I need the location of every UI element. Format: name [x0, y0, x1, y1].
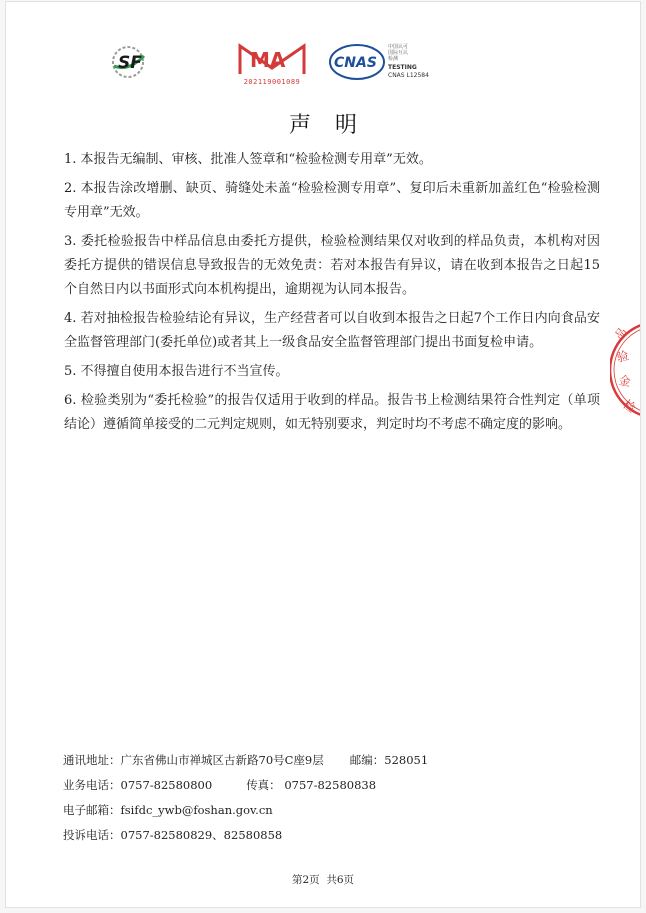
contact-row-address [63, 750, 603, 775]
page-title: 声明 [288, 113, 381, 138]
statement-clauses [64, 148, 600, 442]
contact-info [63, 750, 603, 850]
cnas-logo-text: CNAS [334, 55, 377, 71]
sf-logo [106, 42, 152, 82]
stamp-char: 检 [620, 396, 639, 416]
ma-logo [234, 40, 310, 90]
cnas-small-line: 国际互认 [388, 50, 409, 56]
sf-logo-text: SF [118, 53, 142, 73]
address-text: 通讯地址：广东省佛山市禅城区古新路70号C座9层 [63, 753, 324, 767]
fax-text: 传真： 0757-82580838 [246, 778, 377, 792]
cnas-testing-label: TESTING [388, 64, 417, 71]
clause-2: 2. 本报告涂改增删、缺页、骑缝处未盖“检验检测专用章”、复印后未重新加盖红色“检验检测专用章”无效。 [64, 181, 600, 220]
document-page [6, 2, 640, 907]
contact-row-phone [63, 775, 603, 800]
stamp-char: 验 [615, 348, 631, 365]
clause-1: 1. 本报告无编制、审核、批准人签章和“检验检测专用章”无效。 [64, 152, 432, 167]
clause-4: 4. 若对抽检报告检验结论有异议，生产经营者可以自收到本报告之日起7个工作日内向食品安全监督管理部门(委托单位)或者其上一级食品安全监督管理部门提出书面复检申请。 [64, 311, 600, 350]
page-total: 共6页 [326, 874, 355, 886]
contact-row-complaint [63, 825, 603, 850]
stamp-char: 金 [617, 373, 632, 390]
red-seal-stamp [610, 318, 640, 422]
stamp-char: 品 [612, 325, 630, 342]
clause-5: 5. 不得擅自使用本报告进行不当宣传。 [64, 364, 289, 379]
email-text: 电子邮箱：fsifdc_ywb@foshan.gov.cn [63, 803, 273, 817]
cnas-accreditation-code: CNAS L12584 [388, 72, 429, 79]
ma-certificate-number: 202119001089 [243, 78, 301, 86]
cnas-small-line: 中国认可 [388, 44, 409, 50]
business-phone-text: 业务电话：0757-82580800 [63, 778, 213, 792]
cnas-logo [328, 42, 438, 82]
complaint-phone-text: 投诉电话：0757-82580829、82580858 [63, 828, 283, 842]
contact-row-email [63, 800, 603, 825]
page-number: 第2页 [291, 874, 320, 886]
clause-3: 3. 委托检验报告中样品信息由委托方提供，检验检测结果仅对收到的样品负责，本机构对因委托方提供的错误信息导致报告的无效免责：若对本报告有异议，请在收到本报告之日起15个自然日内以书面形式向本机构提出，逾期视为认同本报告。 [64, 234, 600, 297]
ma-logo-text: MA [250, 48, 286, 72]
postcode-text: 邮编：528051 [349, 753, 429, 767]
page-footer [6, 872, 640, 887]
clause-6: 6. 检验类别为“委托检验”的报告仅适用于收到的样品。报告书上检测结果符合性判定（单项结论）遵循简单接受的二元判定规则，如无特别要求，判定时均不考虑不确定度的影响。 [64, 393, 600, 432]
cnas-small-line: 检测 [388, 56, 399, 62]
